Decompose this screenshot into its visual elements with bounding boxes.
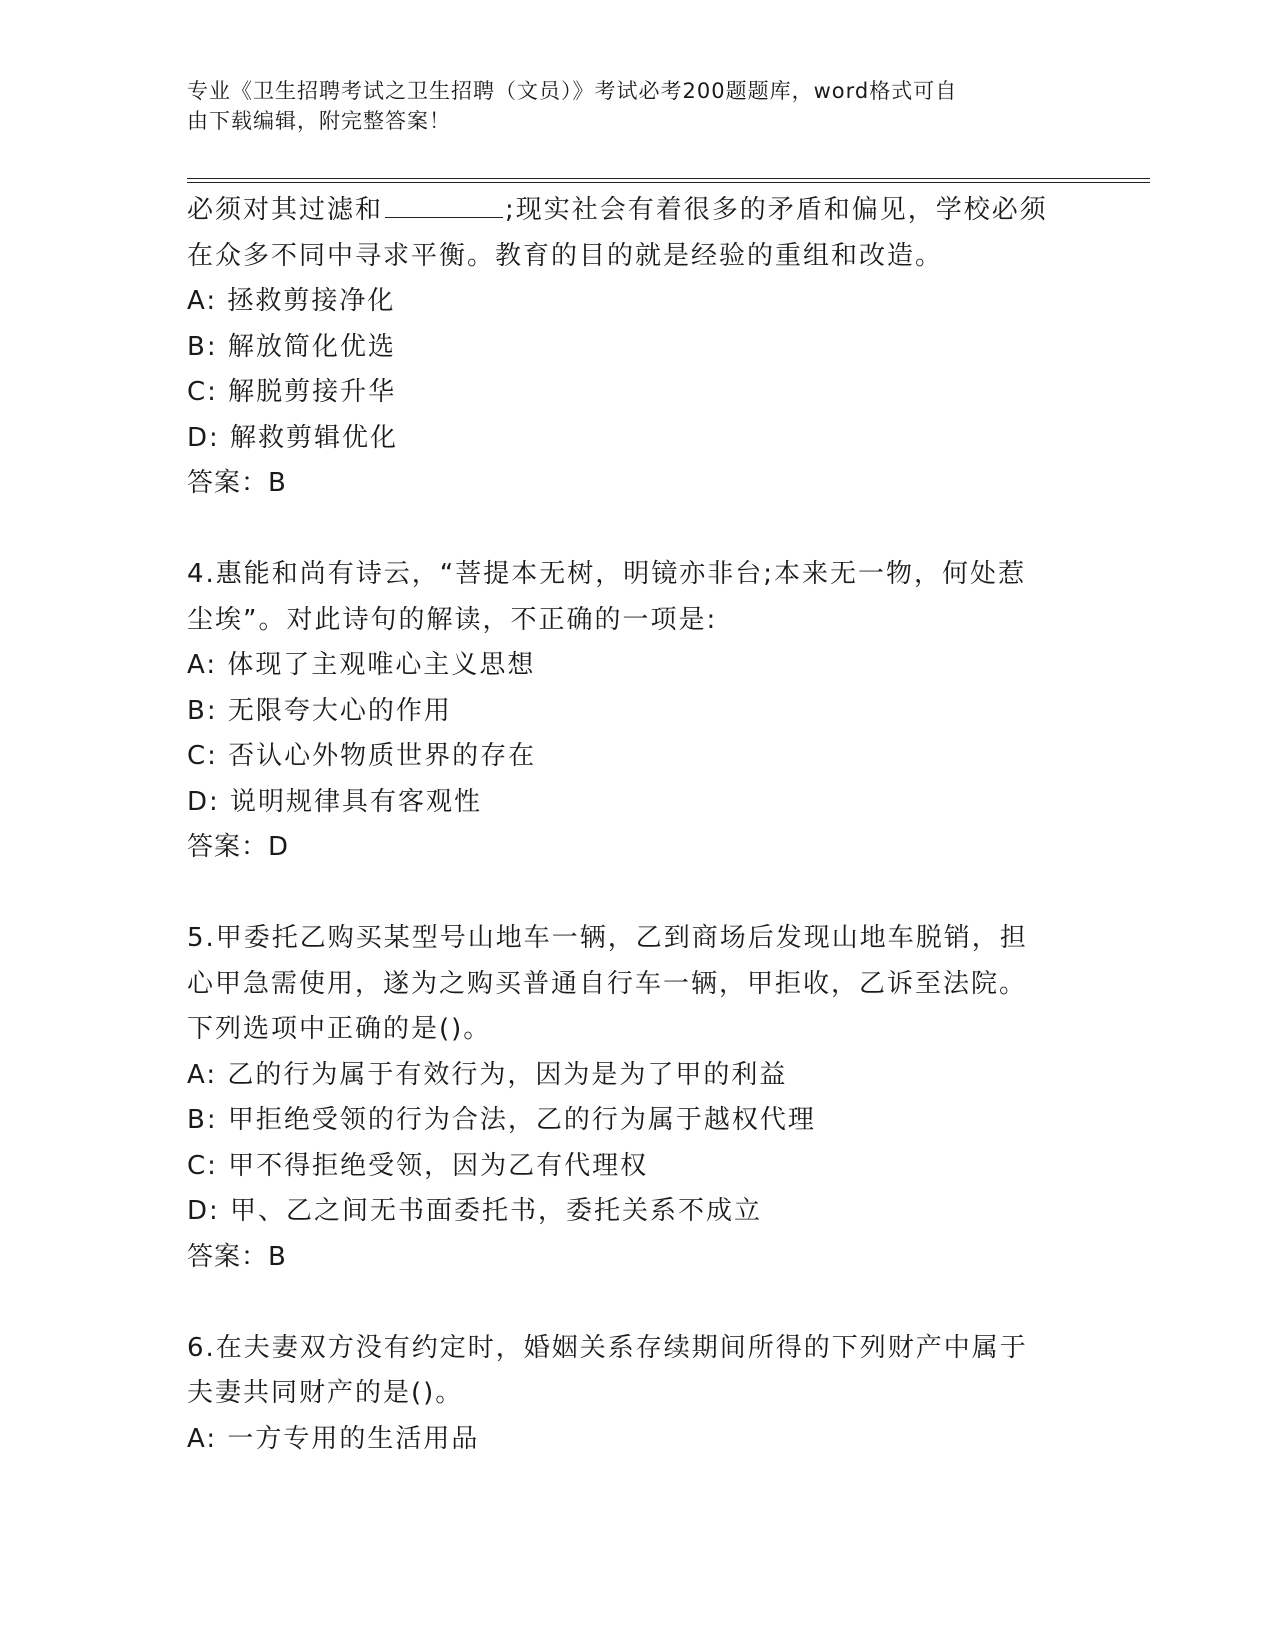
- question-text-line: 5.甲委托乙购买某型号山地车一辆，乙到商场后发现山地车脱销，担: [187, 923, 1028, 953]
- question-text-line: 在众多不同中寻求平衡。教育的目的就是经验的重组和改造。: [187, 240, 944, 271]
- question-3: [187, 188, 1087, 507]
- option-a: A: 拯救剪接净化: [187, 286, 396, 316]
- option-d: D: 说明规律具有客观性: [187, 786, 483, 817]
- question-text-line: 夫妻共同财产的是()。: [187, 1378, 464, 1408]
- option-d: D: 甲、乙之间无书面委托书，委托关系不成立: [187, 1196, 763, 1226]
- question-text-line: 心甲急需使用，遂为之购买普通自行车一辆，甲拒收，乙诉至法院。: [187, 968, 1028, 999]
- option-c: C: 否认心外物质世界的存在: [187, 741, 537, 771]
- question-spacer: [187, 507, 1087, 553]
- option-a: A: 一方专用的生活用品: [187, 1423, 480, 1454]
- question-text-line: 下列选项中正确的是()。: [187, 1014, 492, 1044]
- option-b: B: 无限夸大心的作用: [187, 695, 452, 726]
- option-b: B: 甲拒绝受领的行为合法，乙的行为属于越权代理: [187, 1105, 816, 1135]
- question-6: [187, 1326, 1087, 1463]
- header-title-line-2: 由下载编辑，附完整答案！: [187, 109, 451, 133]
- option-d: D: 解救剪辑优化: [187, 422, 399, 453]
- answer-label: 答案：B: [187, 468, 287, 498]
- option-a: A: 体现了主观唯心主义思想: [187, 650, 536, 680]
- answer-label: 答案：B: [187, 1241, 287, 1272]
- document-body: [187, 188, 1087, 1462]
- question-spacer: [187, 871, 1087, 917]
- question-text-line: 尘埃”。对此诗句的解读，不正确的一项是:: [187, 604, 718, 635]
- option-c: C: 甲不得拒绝受领，因为乙有代理权: [187, 1150, 649, 1181]
- answer-label: 答案：D: [187, 832, 290, 862]
- fill-in-blank: [385, 195, 503, 218]
- header-divider: [187, 178, 1150, 183]
- option-b: B: 解放简化优选: [187, 331, 396, 362]
- question-text-line: 4.惠能和尚有诗云，“菩提本无树，明镜亦非台;本来无一物，何处惹: [187, 559, 1027, 589]
- question-text-line: [187, 188, 1087, 234]
- question-4: [187, 552, 1087, 871]
- header-title-line-1: 专业《卫生招聘考试之卫生招聘（文员）》考试必考200题题库，word格式可自: [187, 79, 958, 103]
- option-c: C: 解脱剪接升华: [187, 377, 397, 407]
- option-a: A: 乙的行为属于有效行为，因为是为了甲的利益: [187, 1059, 788, 1090]
- question-spacer: [187, 1280, 1087, 1326]
- question-5: [187, 916, 1087, 1280]
- question-text-fragment: ;现实社会有着很多的矛盾和偏见，学校必须: [505, 195, 1048, 225]
- question-text-line: 6.在夫妻双方没有约定时，婚姻关系存续期间所得的下列财产中属于: [187, 1332, 1028, 1363]
- question-text-fragment: 必须对其过滤和: [187, 195, 384, 225]
- document-header: [187, 76, 1067, 136]
